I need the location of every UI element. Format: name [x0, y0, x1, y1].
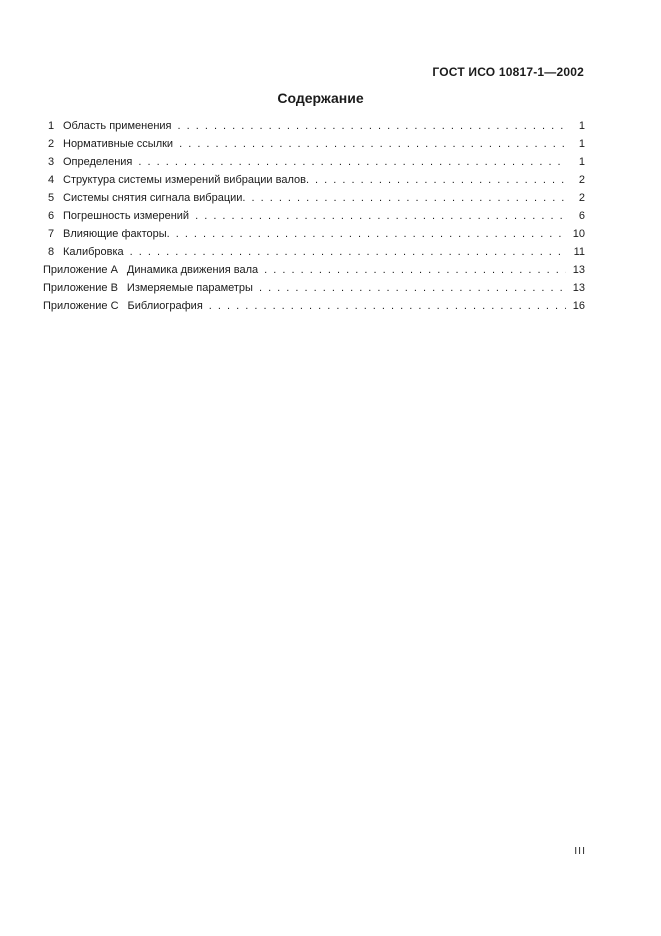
toc-leader-dots: [179, 135, 566, 153]
toc-entry-title: Влияющие факторы.: [63, 228, 170, 240]
toc-leader-dots: [259, 279, 566, 297]
toc-entry-page: 13: [572, 282, 585, 294]
toc-entry-number: Приложение С: [43, 300, 119, 312]
toc-entry-page: 11: [573, 246, 585, 258]
toc-entry-page: 16: [572, 300, 585, 312]
toc-entry-number: 3: [48, 156, 55, 168]
toc-entry-page: 1: [578, 156, 585, 168]
page-title: Содержание: [277, 90, 364, 106]
footer-page-number: III: [574, 845, 586, 857]
toc-entry-page: 1: [578, 138, 585, 150]
toc-entry: [43, 153, 585, 171]
toc-entry: [43, 117, 585, 135]
toc-entry-number: Приложение А: [43, 264, 118, 276]
toc-entry-page: 6: [578, 210, 585, 222]
toc-entry-title: Погрешность измерений: [63, 210, 190, 222]
toc-entry: [43, 171, 585, 189]
toc-entry-number: 4: [48, 174, 55, 186]
toc-leader-dots: [315, 171, 566, 189]
toc-entry-number: 6: [48, 210, 55, 222]
toc-leader-dots: [178, 117, 567, 135]
toc-entry: [43, 135, 585, 153]
toc-entry-title: Библиография: [127, 300, 203, 312]
toc-entry-title: Калибровка: [63, 246, 124, 258]
toc-entry: [43, 189, 585, 207]
toc-entry-number: 7: [48, 228, 55, 240]
toc-entry-title: Измеряемые параметры: [126, 282, 253, 294]
toc-leader-dots: [195, 207, 566, 225]
toc-entry: [43, 297, 585, 315]
toc-entry: [43, 207, 585, 225]
toc-entry-title: Системы снятия сигнала вибрации.: [63, 192, 246, 204]
toc-entry-page: 2: [578, 174, 585, 186]
toc-entry-title: Нормативные ссылки: [63, 138, 174, 150]
toc-entry-title: Область применения: [63, 120, 172, 132]
toc-leader-dots: [209, 297, 566, 315]
toc-entry-page: 2: [578, 192, 585, 204]
toc-entry: [43, 261, 585, 279]
toc-leader-dots: [138, 153, 566, 171]
toc-entry-number: 5: [48, 192, 55, 204]
toc-leader-dots: [251, 189, 566, 207]
table-of-contents: [43, 117, 585, 315]
toc-entry-title: Динамика движения вала: [126, 264, 259, 276]
toc-entry-page: 13: [572, 264, 585, 276]
toc-entry-number: 8: [48, 246, 55, 258]
toc-entry: [43, 279, 585, 297]
toc-entry: [43, 243, 585, 261]
toc-entry: [43, 225, 585, 243]
toc-entry-number: Приложение В: [43, 282, 118, 294]
doc-number: ГОСТ ИСО 10817-1—2002: [432, 65, 584, 79]
toc-entry-page: 10: [572, 228, 585, 240]
toc-leader-dots: [176, 225, 566, 243]
toc-entry-number: 1: [48, 120, 55, 132]
toc-leader-dots: [130, 243, 566, 261]
toc-entry-title: Структура системы измерений вибрации валов.: [63, 174, 310, 186]
toc-entry-number: 2: [48, 138, 55, 150]
toc-entry-page: 1: [578, 120, 585, 132]
toc-leader-dots: [264, 261, 566, 279]
toc-entry-title: Определения: [63, 156, 133, 168]
